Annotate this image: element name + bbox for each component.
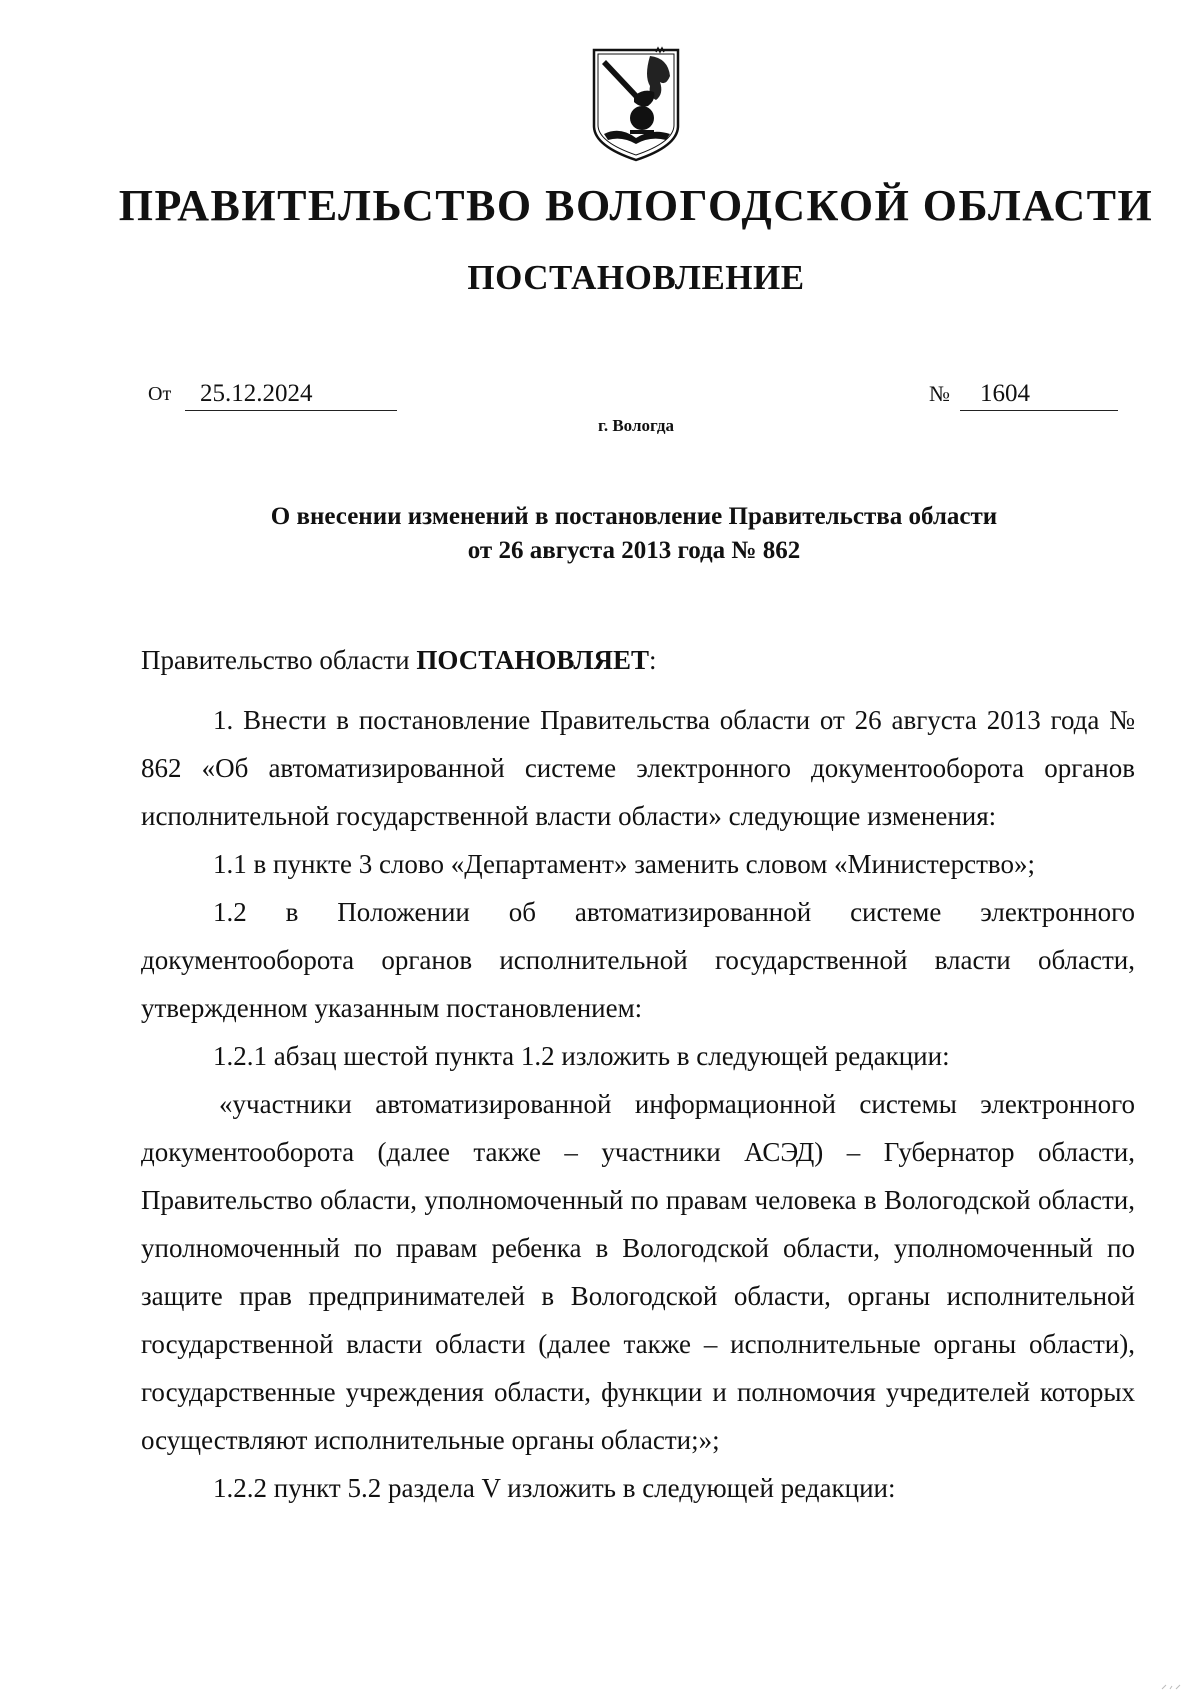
vologda-coat-of-arms-icon (590, 46, 682, 164)
intro-paragraph (141, 636, 1135, 684)
document-number: 1604 (960, 378, 1118, 411)
decree-word: ПОСТАНОВЛЯЕТ (416, 645, 649, 675)
document-date: 25.12.2024 (185, 378, 397, 411)
subject-line-1: О внесении изменений в постановление Правительства области (270, 503, 998, 530)
document-type: ПОСТАНОВЛЕНИЕ (467, 258, 805, 297)
number-label: № (929, 381, 950, 406)
paragraph-1-2-1: 1.2.1 абзац шестой пункта 1.2 изложить в следующей редакции: (213, 1041, 950, 1071)
paragraph-1-2-2: 1.2.2 пункт 5.2 раздела V изложить в следующей редакции: (213, 1473, 896, 1503)
paragraph-1-2: 1.2 в Положении об автоматизированной системе электронного документооборота органов исполнительной государственной власти области, утвержденном указанным постановлением: (141, 897, 1135, 1023)
paragraph-1-1: 1.1 в пункте 3 слово «Департамент» заменить словом «Министерство»; (213, 849, 1035, 879)
intro-prefix: Правительство области (141, 645, 417, 675)
quoted-paragraph: «участники автоматизированной информационной системы электронного документооборота (далее также – участники АСЭД) – Губернатор области, Правительство области, уполномоченный по правам человека в Вологодской области, уполномоченный по правам ребенка в Вологодской области, уполномоченный по защите прав предпринимателей в Вологодской области, органы исполнительной государственной власти области (далее также – исполнительные органы области), государственные учреждения области, функции и полномочия учредителей которых осуществляют исполнительные органы области;»; (141, 1089, 1135, 1455)
intro-suffix: : (648, 645, 657, 675)
scan-mark-icon (1160, 1683, 1182, 1691)
document-subject (150, 500, 1118, 568)
paragraph-1: 1. Внести в постановление Правительства области от 26 августа 2013 года № 862 «Об автоматизированной системе электронного документооборота органов исполнительной государственной власти области» следующие изменения: (141, 705, 1135, 831)
city-name: г. Вологда (598, 416, 674, 435)
date-label: От (148, 383, 172, 405)
subject-line-2: от 26 августа 2013 года № 862 (467, 537, 801, 564)
government-name: ПРАВИТЕЛЬСТВО ВОЛОГОДСКОЙ ОБЛАСТИ (118, 181, 1154, 230)
document-body (141, 636, 1135, 1512)
